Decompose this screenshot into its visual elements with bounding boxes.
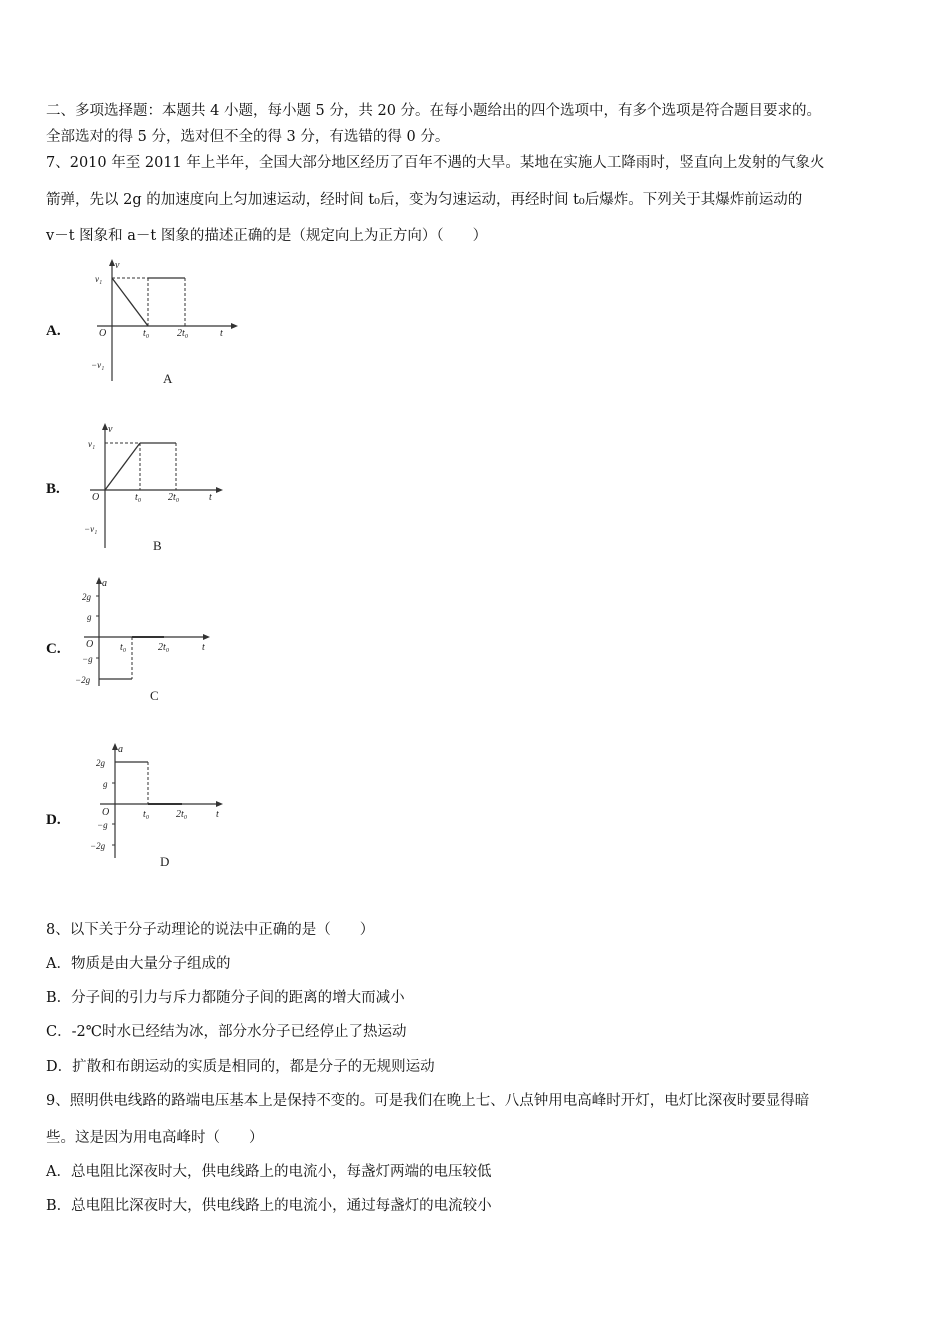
origin-label: O [102, 807, 110, 818]
section-header-line2: 全部选对的得 5 分，选对但不全的得 3 分，有选错的得 0 分。 [46, 129, 450, 145]
origin-label: O [92, 492, 100, 503]
origin-label: O [86, 639, 94, 650]
axis-label-a: a [102, 578, 107, 589]
axis-label-t: t [216, 809, 219, 820]
tick-2g: 2g [96, 758, 105, 768]
tick-g: g [87, 612, 92, 622]
tick-t0: t₀ [143, 328, 150, 339]
q7-option-a-label[interactable]: A. [46, 323, 61, 339]
q7-option-c-label[interactable]: C. [46, 641, 61, 657]
tick-neg-v1: −v₁ [91, 360, 105, 370]
tick-t0: t₀ [143, 809, 150, 820]
section-header-line1: 二、多项选择题：本题共 4 小题，每小题 5 分，共 20 分。在每小题给出的四个选项中，有多个选项是符合题目要求的。 [46, 103, 822, 119]
q7-graph-b [78, 420, 238, 556]
q8-option-d[interactable]: D．扩散和布朗运动的实质是相同的，都是分子的无规则运动 [46, 1059, 435, 1075]
tick-2t0: 2t₀ [176, 809, 188, 820]
q7-stem-line1: 7、2010 年至 2011 年上半年，全国大部分地区经历了百年不遇的大旱。某地在实施人工降雨时，竖直向上发射的气象火 [46, 155, 825, 171]
tick-2g: 2g [82, 592, 91, 602]
q8-option-a[interactable]: A．物质是由大量分子组成的 [46, 956, 231, 972]
q8-option-b[interactable]: B．分子间的引力与斥力都随分子间的距离的增大而减小 [46, 990, 405, 1006]
q9-option-a[interactable]: A．总电阻比深夜时大，供电线路上的电流小，每盏灯两端的电压较低 [46, 1164, 492, 1180]
tick-t0: t₀ [120, 642, 127, 653]
tick-neg-2g: −2g [90, 841, 106, 851]
graph-caption-c: C [150, 688, 159, 703]
axis-label-v: v [108, 424, 113, 435]
q9-stem-line1: 9、照明供电线路的路端电压基本上是保持不变的。可是我们在晚上七、八点钟用电高峰时开灯，电灯比深夜时要显得暗 [46, 1093, 810, 1109]
q7-stem-line3: v－t 图象和 a－t 图象的描述正确的是（规定向上为正方向）（ ） [46, 228, 488, 244]
tick-g: g [103, 779, 108, 789]
axis-label-t: t [209, 492, 212, 503]
tick-neg-v1: −v₁ [84, 524, 98, 534]
graph-caption-d: D [160, 854, 170, 869]
q9-stem-line2: 些。这是因为用电高峰时（ ） [46, 1130, 264, 1146]
tick-2t0: 2t₀ [158, 642, 170, 653]
q7-option-b-label[interactable]: B. [46, 481, 60, 497]
axis-label-a: a [118, 744, 123, 755]
tick-neg-2g: −2g [75, 675, 91, 685]
tick-neg-g: −g [97, 820, 108, 830]
q7-option-d-label[interactable]: D. [46, 812, 61, 828]
tick-v1: v₁ [95, 274, 103, 284]
tick-t0: t₀ [135, 492, 142, 503]
tick-v1: v₁ [88, 439, 96, 449]
q8-stem: 8、以下关于分子动理论的说法中正确的是（ ） [46, 922, 375, 938]
tick-2t0: 2t₀ [177, 328, 189, 339]
q7-graph-a [85, 256, 245, 388]
graph-caption-b: B [153, 538, 162, 553]
q9-option-b[interactable]: B．总电阻比深夜时大，供电线路上的电流小，通过每盏灯的电流较小 [46, 1198, 492, 1214]
q7-graph-c [72, 574, 222, 706]
tick-2t0: 2t₀ [168, 492, 180, 503]
axis-label-t: t [220, 328, 223, 339]
graph-caption-a: A [163, 371, 173, 386]
axis-label-v: v [115, 260, 120, 271]
q7-stem-line2: 箭弹，先以 2g 的加速度向上匀加速运动，经时间 t₀后，变为匀速运动，再经时间 t₀后爆炸。下列关于其爆炸前运动的 [46, 192, 803, 208]
origin-label: O [99, 328, 107, 339]
q8-option-c[interactable]: C．-2℃时水已经结为冰，部分水分子已经停止了热运动 [46, 1024, 407, 1040]
q7-graph-d [88, 740, 238, 872]
tick-neg-g: −g [82, 654, 93, 664]
axis-label-t: t [202, 642, 205, 653]
